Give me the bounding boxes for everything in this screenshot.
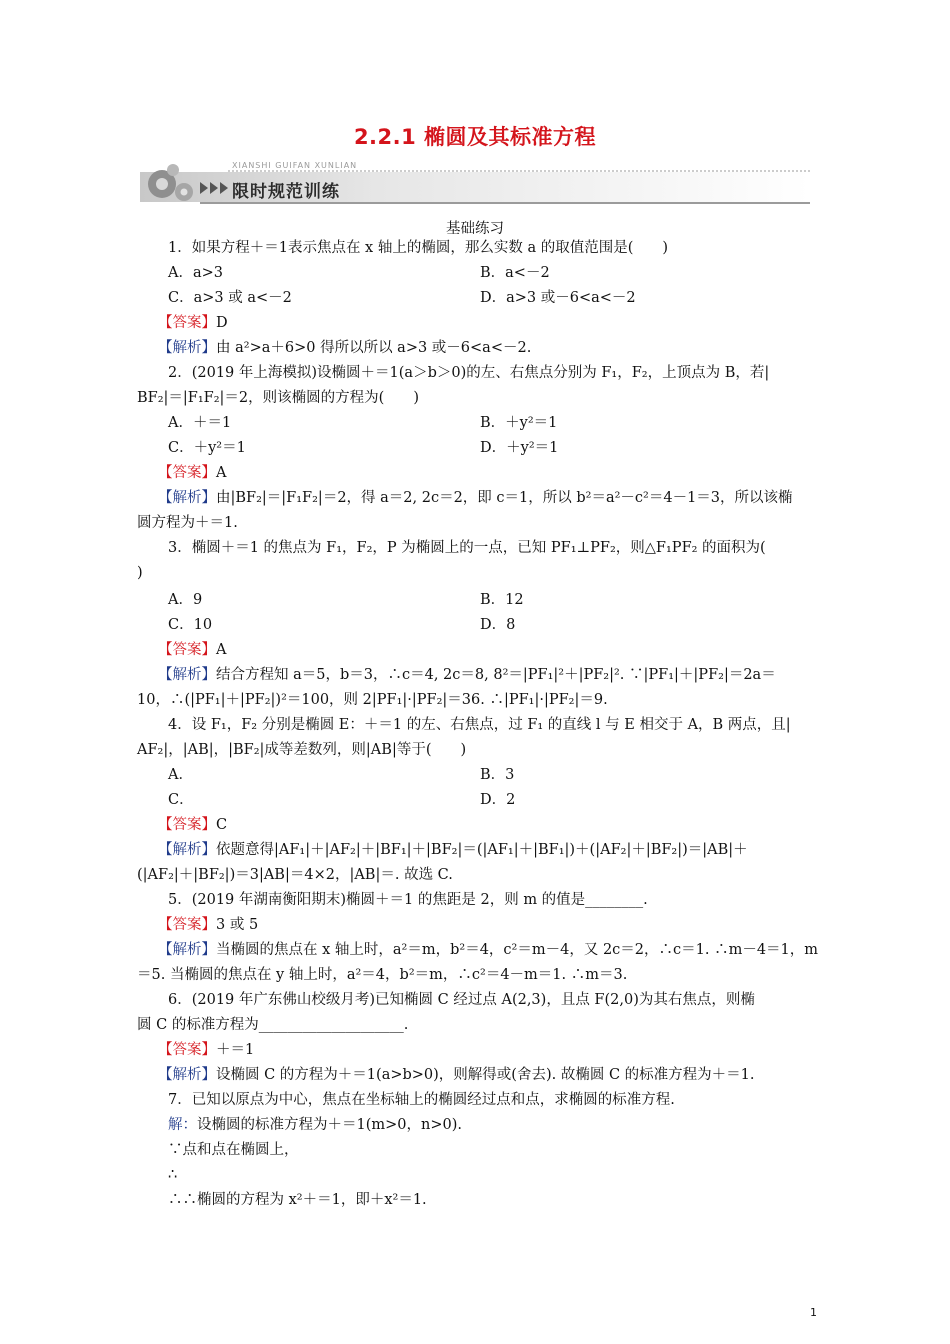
answer-line: 【答案】A bbox=[158, 465, 227, 481]
answer-line: 【答案】＋＝1 bbox=[158, 1042, 255, 1058]
solution-line: ∴ bbox=[168, 1167, 178, 1183]
option-line: D．a>3 或－6<a<－2 bbox=[480, 290, 636, 306]
analysis-line: 【解析】由 a²>a＋6>0 得所以所以 a>3 或－6<a<－2. bbox=[158, 340, 532, 356]
text-line: 圆 C 的标准方程为____________________. bbox=[137, 1017, 409, 1033]
option-line: C．a>3 或 a<－2 bbox=[168, 290, 292, 306]
solution-line: ∵点和点在椭圆上， bbox=[168, 1142, 299, 1158]
text-line: 1．如果方程＋＝1表示焦点在 x 轴上的椭圆，那么实数 a 的取值范围是( ) bbox=[168, 240, 669, 256]
option-line: D．8 bbox=[480, 617, 516, 633]
option-line: A．a>3 bbox=[168, 265, 223, 281]
text-line: 2．(2019 年上海模拟)设椭圆＋＝1(a＞b＞0)的左、右焦点分别为 F₁，F₂，上顶点为 B，若| bbox=[168, 365, 770, 381]
text-line: 7．已知以原点为中心，焦点在坐标轴上的椭圆经过点和点，求椭圆的标准方程. bbox=[168, 1092, 675, 1108]
analysis-line: 【解析】当椭圆的焦点在 x 轴上时，a²＝m，b²＝4，c²＝m－4，又 2c＝2，∴c＝1. ∴m－4＝1，m bbox=[158, 942, 819, 958]
option-line: C．＋y²＝1 bbox=[168, 440, 246, 456]
banner-label: 限时规范训练 bbox=[232, 182, 340, 202]
text-line: 10，∴(|PF₁|＋|PF₂|)²＝100，则 2|PF₁|·|PF₂|＝36. ∴|PF₁|·|PF₂|＝9. bbox=[137, 692, 608, 708]
analysis-line: 【解析】结合方程知 a＝5，b＝3，∴c＝4, 2c＝8, 8²＝|PF₁|²＋|PF₂|². ∵|PF₁|＋|PF₂|＝2a＝ bbox=[158, 667, 776, 683]
option-line: B．12 bbox=[480, 592, 524, 608]
text-line: ) bbox=[137, 565, 143, 581]
text-line: 圆方程为＋＝1. bbox=[137, 515, 238, 531]
text-line: BF₂|＝|F₁F₂|＝2，则该椭圆的方程为( ) bbox=[137, 390, 419, 406]
option-line: C． bbox=[168, 792, 194, 808]
page-number: 1 bbox=[810, 1306, 817, 1319]
text-line: 5．(2019 年湖南衡阳期末)椭圆＋＝1 的焦距是 2，则 m 的值是________. bbox=[168, 892, 648, 908]
option-line: D．2 bbox=[480, 792, 516, 808]
solution-line: ∴∴椭圆的方程为 x²＋＝1，即＋x²＝1. bbox=[168, 1192, 427, 1208]
answer-line: 【答案】3 或 5 bbox=[158, 917, 259, 933]
answer-line: 【答案】D bbox=[158, 315, 228, 331]
solution-line: 解：设椭圆的标准方程为＋＝1(m>0，n>0). bbox=[168, 1117, 462, 1133]
text-line: (|AF₂|＋|BF₂|)＝3|AB|＝4×2，|AB|＝. 故选 C. bbox=[137, 867, 453, 883]
banner-subtitle: XIANSHI GUIFAN XUNLIAN bbox=[232, 161, 358, 170]
section-heading: 基础练习 bbox=[446, 221, 504, 237]
option-line: B．3 bbox=[480, 767, 515, 783]
option-line: A．＋＝1 bbox=[168, 415, 232, 431]
option-line: B．a<－2 bbox=[480, 265, 550, 281]
analysis-line: 【解析】依题意得|AF₁|＋|AF₂|＋|BF₁|＋|BF₂|＝(|AF₁|＋|BF₁|)＋(|AF₂|＋|BF₂|)＝|AB|＋ bbox=[158, 842, 748, 858]
option-line: C．10 bbox=[168, 617, 213, 633]
text-line: 3．椭圆＋＝1 的焦点为 F₁，F₂，P 为椭圆上的一点，已知 PF₁⊥PF₂，则△F₁PF₂ 的面积为( bbox=[168, 540, 766, 556]
option-line: B．＋y²＝1 bbox=[480, 415, 558, 431]
analysis-line: 【解析】由|BF₂|＝|F₁F₂|＝2，得 a＝2, 2c＝2，即 c＝1，所以 b²＝a²－c²＝4－1＝3，所以该椭 bbox=[158, 490, 793, 506]
text-line: AF₂|，|AB|，|BF₂|成等差数列，则|AB|等于( ) bbox=[137, 742, 467, 758]
text-line: 4．设 F₁，F₂ 分别是椭圆 E：＋＝1 的左、右焦点，过 F₁ 的直线 l 与 E 相交于 A，B 两点，且| bbox=[168, 717, 791, 733]
option-line: A．9 bbox=[168, 592, 203, 608]
answer-line: 【答案】A bbox=[158, 642, 227, 658]
analysis-line: 【解析】设椭圆 C 的方程为＋＝1(a>b>0)，则解得或(舍去). 故椭圆 C 的标准方程为＋＝1. bbox=[158, 1067, 755, 1083]
option-line: A． bbox=[168, 767, 193, 783]
option-line: D．＋y²＝1 bbox=[480, 440, 559, 456]
answer-line: 【答案】C bbox=[158, 817, 228, 833]
text-line: 6．(2019 年广东佛山校级月考)已知椭圆 C 经过点 A(2,3)，且点 F(2,0)为其右焦点，则椭 bbox=[168, 992, 755, 1008]
text-line: ＝5. 当椭圆的焦点在 y 轴上时，a²＝4，b²＝m，∴c²＝4－m＝1. ∴m＝3. bbox=[137, 967, 628, 983]
page-title: 2.2.1 椭圆及其标准方程 bbox=[353, 125, 597, 149]
